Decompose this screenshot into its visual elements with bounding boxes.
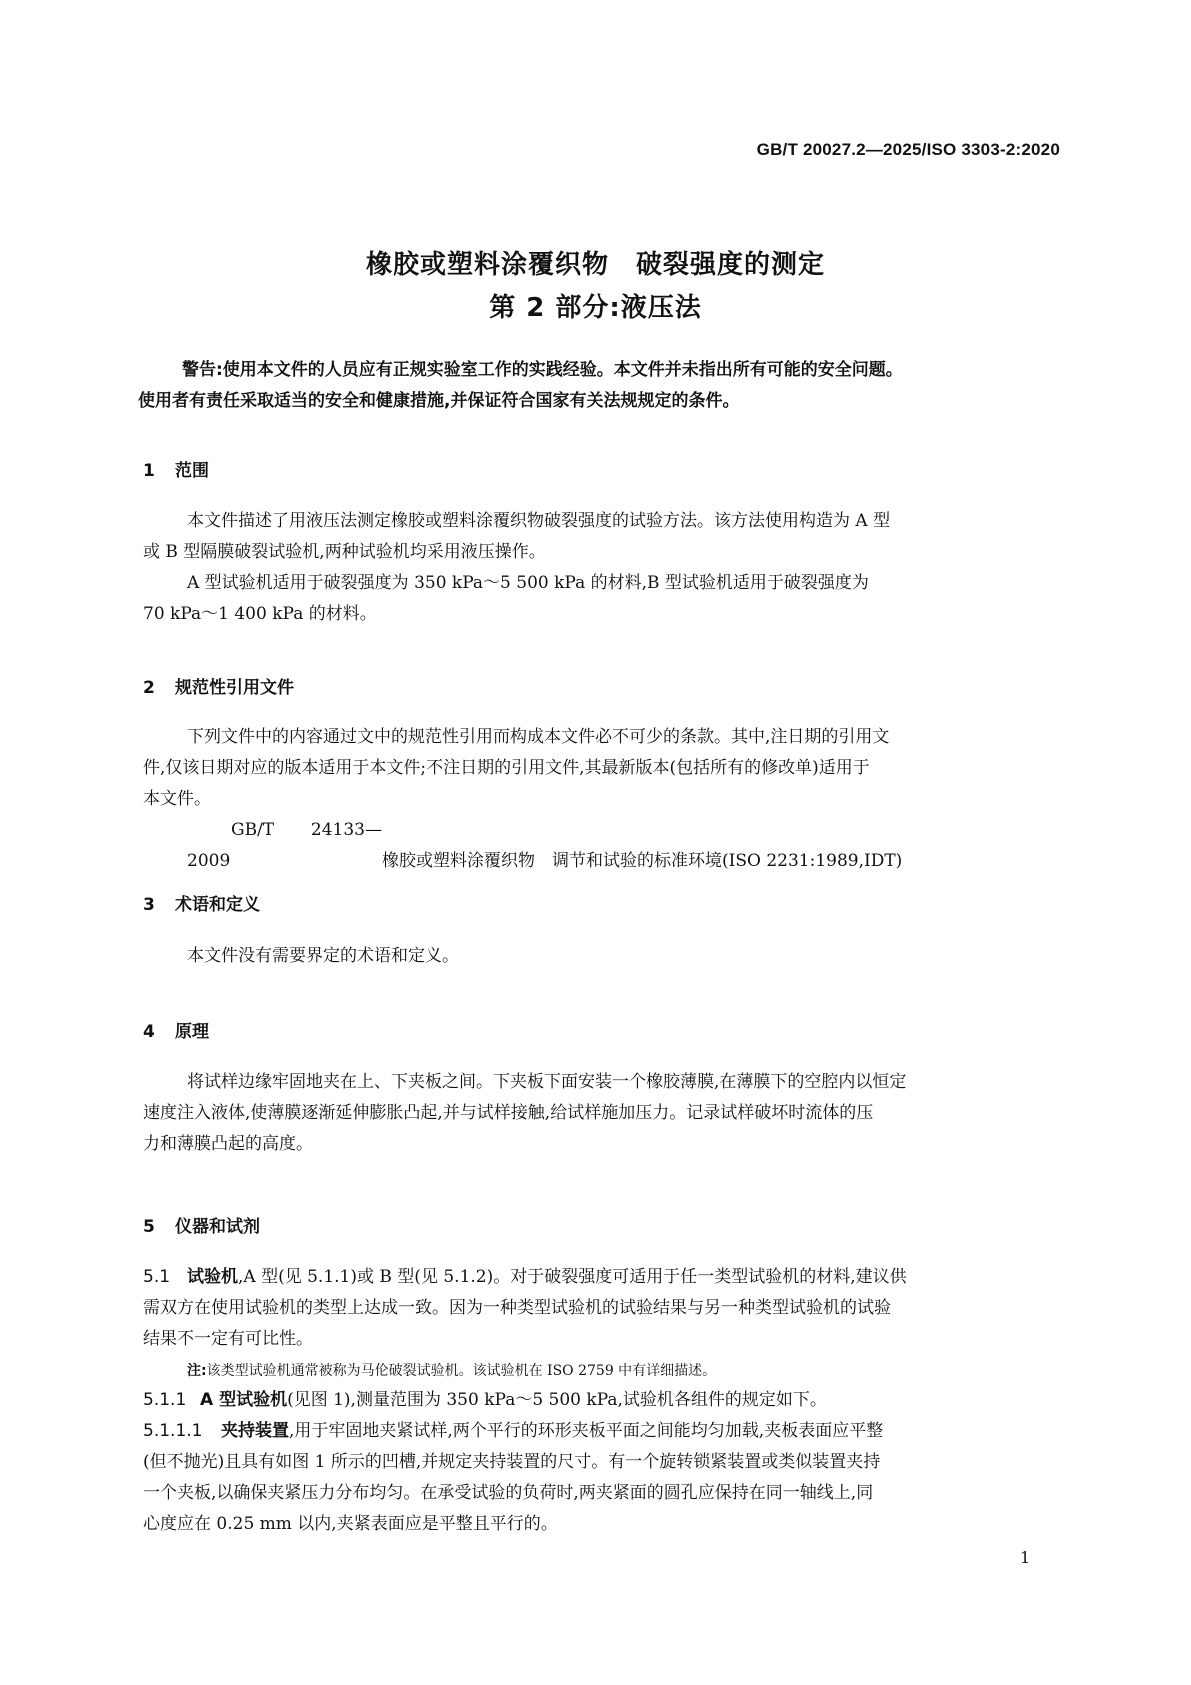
paragraph-line: 本文件描述了用液压法测定橡胶或塑料涂覆织物破裂强度的试验方法。该方法使用构造为 A 型 — [187, 511, 891, 531]
clause-term: 试验机 — [187, 1267, 238, 1287]
section-4-body — [143, 1067, 1068, 1160]
clause-number: 5.1 — [143, 1267, 171, 1287]
paragraph-line: 将试样边缘牢固地夹在上、下夹板之间。下夹板下面安装一个橡胶薄膜,在薄膜下的空腔内以恒定 — [187, 1072, 907, 1092]
paragraph-line: 70 kPa～1 400 kPa 的材料。 — [143, 604, 377, 624]
standard-id-header: GB/T 20027.2—2025/ISO 3303-2:2020 — [756, 140, 1060, 159]
section-2-body — [143, 722, 1068, 877]
clause-line: (但不抛光)且具有如图 1 所示的凹槽,并规定夹持装置的尺寸。有一个旋转锁紧装置或类似装置夹持 — [143, 1452, 881, 1472]
reference-title: 橡胶或塑料涂覆织物 调节和试验的标准环境(ISO 2231:1989,IDT) — [382, 851, 903, 871]
clause-text: (见图 1),测量范围为 350 kPa～5 500 kPa,试验机各组件的规定如下。 — [287, 1390, 827, 1410]
section-title: 术语和定义 — [175, 895, 260, 915]
note-label: 注: — [187, 1363, 207, 1379]
section-title: 范围 — [175, 461, 209, 481]
section-title: 仪器和试剂 — [175, 1217, 260, 1237]
document-title: 橡胶或塑料涂覆织物 破裂强度的测定 — [365, 250, 825, 280]
page-number: 1 — [1020, 1548, 1031, 1567]
clause-term: 夹持装置 — [221, 1421, 289, 1441]
paragraph-line: 下列文件中的内容通过文中的规范性引用而构成本文件必不可少的条款。其中,注日期的引用文 — [187, 727, 890, 747]
clause-text: ,A 型(见 5.1.1)或 B 型(见 5.1.2)。对于破裂强度可适用于任一类型试验机的材料,建议供 — [238, 1267, 907, 1287]
paragraph-line: 本文件。 — [143, 789, 211, 809]
clause-line: 一个夹板,以确保夹紧压力分布均匀。在承受试验的负荷时,两夹紧面的圆孔应保持在同一轴线上,同 — [143, 1483, 874, 1503]
clause-line — [143, 1262, 1068, 1293]
section-number: 4 — [143, 1022, 155, 1042]
section-1-heading — [143, 456, 209, 481]
paragraph-line: 本文件没有需要界定的术语和定义。 — [187, 946, 459, 966]
section-title: 原理 — [175, 1022, 209, 1042]
clause-line — [143, 1385, 1068, 1416]
section-3-body — [143, 941, 1068, 972]
section-number: 2 — [143, 678, 155, 698]
paragraph-line: 件,仅该日期对应的版本适用于本文件;不注日期的引用文件,其最新版本(包括所有的修改单)适用于 — [143, 758, 870, 778]
section-2-heading — [143, 673, 294, 698]
clause-line: 需双方在使用试验机的类型上达成一致。因为一种类型试验机的试验结果与另一种类型试验机的试验 — [143, 1298, 891, 1318]
section-title: 规范性引用文件 — [175, 678, 294, 698]
clause-5-1-1-1 — [143, 1416, 1068, 1540]
paragraph-line: 力和薄膜凸起的高度。 — [143, 1134, 313, 1154]
clause-number: 5.1.1.1 — [143, 1421, 203, 1441]
clause-5-1-1 — [143, 1385, 1068, 1416]
clause-line: 心度应在 0.25 mm 以内,夹紧表面应是平整且平行的。 — [143, 1514, 558, 1534]
paragraph-line: A 型试验机适用于破裂强度为 350 kPa～5 500 kPa 的材料,B 型试验机适用于破裂强度为 — [187, 573, 869, 593]
reference-code: GB/T 24133—2009 — [187, 820, 382, 871]
normative-reference — [143, 815, 1068, 877]
note — [187, 1360, 716, 1380]
section-5-heading — [143, 1212, 260, 1237]
document-subtitle: 第 2 部分:液压法 — [489, 293, 702, 323]
section-4-heading — [143, 1017, 209, 1042]
section-number: 1 — [143, 461, 155, 481]
clause-5-1 — [143, 1262, 1068, 1355]
safety-warning — [138, 355, 1068, 417]
section-3-heading — [143, 890, 260, 915]
section-number: 5 — [143, 1217, 155, 1237]
warning-line-2: 使用者有责任采取适当的安全和健康措施,并保证符合国家有关法规规定的条件。 — [138, 391, 740, 411]
note-text: 该类型试验机通常被称为马伦破裂试验机。该试验机在 ISO 2759 中有详细描述。 — [206, 1363, 717, 1379]
clause-number: 5.1.1 — [143, 1390, 187, 1410]
paragraph-line: 或 B 型隔膜破裂试验机,两种试验机均采用液压操作。 — [143, 542, 546, 562]
clause-text: ,用于牢固地夹紧试样,两个平行的环形夹板平面之间能均匀加载,夹板表面应平整 — [289, 1421, 884, 1441]
clause-term: A 型试验机 — [200, 1390, 288, 1410]
section-1-body — [143, 506, 1068, 630]
clause-line: 结果不一定有可比性。 — [143, 1329, 313, 1349]
clause-line — [143, 1416, 1068, 1447]
warning-line-1: 警告:使用本文件的人员应有正规实验室工作的实践经验。本文件并未指出所有可能的安全问题。 — [182, 360, 903, 380]
paragraph-line: 速度注入液体,使薄膜逐渐延伸膨胀凸起,并与试样接触,给试样施加压力。记录试样破坏时流体的压 — [143, 1103, 874, 1123]
section-number: 3 — [143, 895, 155, 915]
